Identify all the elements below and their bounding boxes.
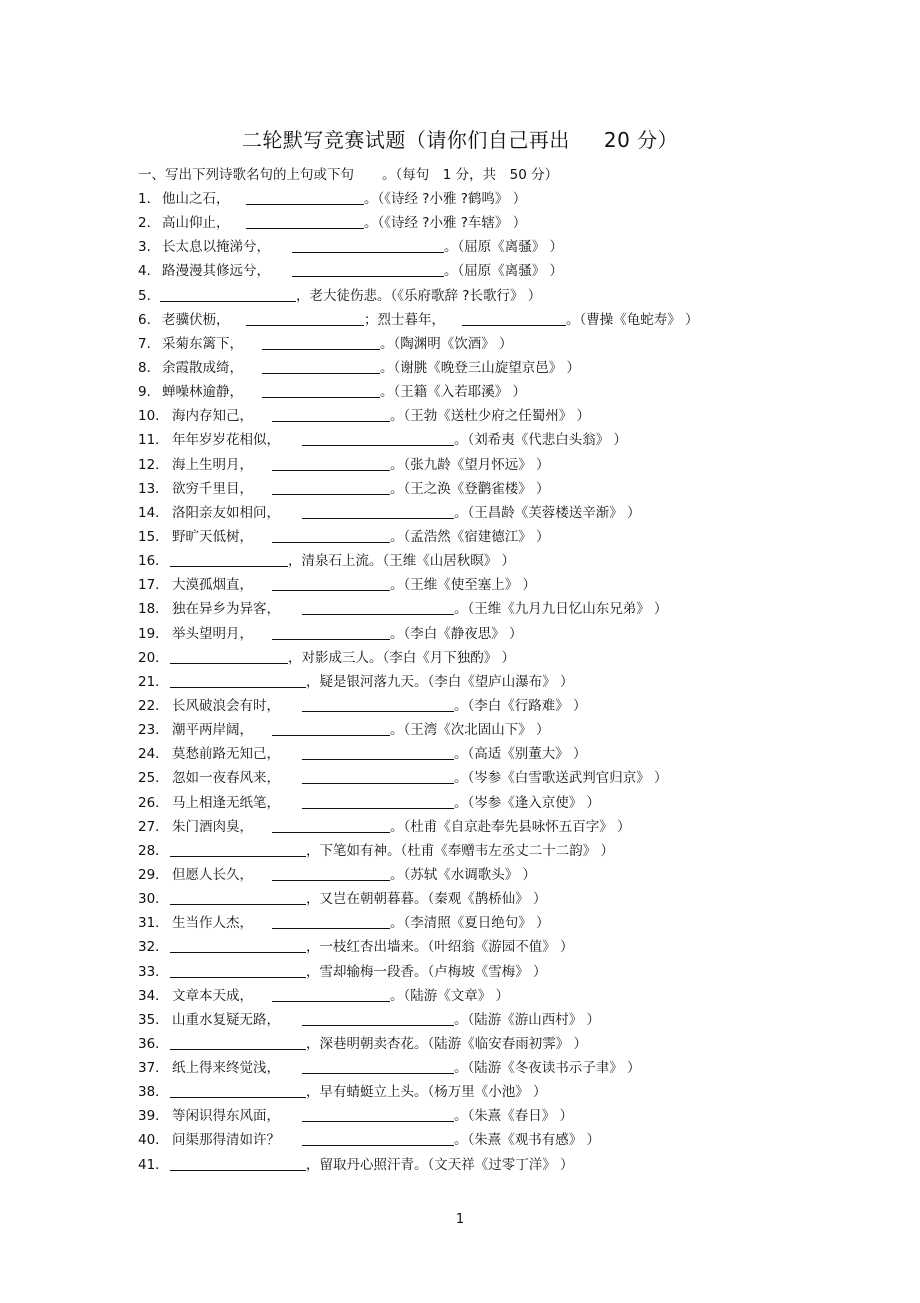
answer-blank[interactable] [170, 1082, 306, 1098]
given-line: 高山仰止， [162, 215, 230, 232]
question-row [138, 549, 898, 573]
page-title [0, 124, 920, 153]
given-line: 野旷天低树， [172, 528, 253, 545]
source-citation: 。（王勃《送杜少府之任蜀州》 ） [390, 408, 591, 425]
source-citation: 。（王昌龄《芙蓉楼送辛渐》 ） [454, 504, 641, 521]
question-row [138, 646, 898, 670]
source-citation: 。（屈原《离骚》 ） [444, 239, 564, 256]
answer-blank[interactable] [170, 1155, 306, 1171]
answer-blank[interactable] [262, 382, 380, 398]
question-number: 29． [138, 866, 169, 883]
answer-blank[interactable] [170, 672, 306, 688]
question-number: 19． [138, 625, 169, 642]
answer-blank[interactable] [302, 1130, 454, 1146]
source-citation: 。（苏轼《水调歌头》 ） [390, 866, 537, 883]
source-citation: ，清泉石上流。（王维《山居秋暝》 ） [288, 553, 516, 570]
question-row [138, 960, 898, 984]
given-line: 等闲识得东风面， [172, 1108, 280, 1125]
question-row [138, 887, 898, 911]
question-number: 39． [138, 1108, 169, 1125]
question-row [138, 1008, 898, 1032]
question-number: 17． [138, 577, 169, 594]
given-line: 采菊东篱下， [162, 335, 243, 352]
given-line: 纸上得来终觉浅， [172, 1060, 280, 1077]
source-citation: 。（《诗经 ?小雅 ?鹤鸣》 ） [364, 191, 527, 207]
question-number: 6． [138, 311, 161, 328]
question-row [138, 332, 898, 356]
question-row [138, 477, 898, 501]
question-row [138, 766, 898, 790]
question-row [138, 911, 898, 935]
question-number: 34． [138, 987, 169, 1004]
answer-blank[interactable] [246, 310, 364, 326]
answer-blank[interactable] [302, 430, 454, 446]
given-line: 年年岁岁花相似， [172, 432, 280, 449]
answer-blank[interactable] [292, 261, 444, 277]
section-note: 。（每句 1 分，共 50 分） [382, 167, 559, 183]
question-row [138, 984, 898, 1008]
title-text: 二轮默写竞赛试题（请你们自己再出 [241, 128, 570, 152]
source-citation: ，早有蜻蜓立上头。（杨万里《小池》 ） [306, 1084, 547, 1101]
answer-blank[interactable] [272, 455, 390, 471]
question-number: 24． [138, 746, 169, 763]
question-number: 23． [138, 722, 169, 739]
question-number: 18． [138, 601, 169, 618]
question-row [138, 525, 898, 549]
source-citation: 。（王维《使至塞上》 ） [390, 577, 537, 594]
source-citation: 。（李白《行路难》 ） [454, 697, 587, 714]
question-number: 30． [138, 891, 169, 908]
question-number: 7． [138, 335, 161, 352]
question-row [138, 1080, 898, 1104]
source-citation: 。（李白《静夜思》 ） [390, 625, 523, 642]
question-row [138, 1056, 898, 1080]
question-number: 5． [138, 287, 161, 304]
source-citation: 。（陆游《文章》 ） [390, 987, 510, 1004]
question-row [138, 670, 898, 694]
question-row [138, 815, 898, 839]
answer-blank[interactable] [302, 599, 454, 615]
given-line: 路漫漫其修远兮， [162, 263, 270, 280]
answer-blank[interactable] [170, 551, 288, 567]
question-row [138, 597, 898, 621]
question-row [138, 863, 898, 887]
answer-blank[interactable] [272, 817, 390, 833]
question-number: 21． [138, 673, 169, 690]
source-citation: 。（刘希夷《代悲白头翁》 ） [454, 432, 628, 449]
page-number: 1 [455, 1212, 465, 1227]
source-citation: 。（王之涣《登鹳雀楼》 ） [390, 480, 550, 497]
answer-blank[interactable] [272, 913, 390, 929]
source-citation: 。（屈原《离骚》 ） [444, 263, 564, 280]
answer-blank[interactable] [246, 213, 364, 229]
section-label: 一、写出下列诗歌名句的上句或下句 [138, 167, 354, 183]
given-line: 马上相逢无纸笔， [172, 794, 280, 811]
question-row [138, 380, 898, 404]
source-citation: 。（王维《九月九日忆山东兄弟》 ） [454, 601, 668, 618]
source-citation: 。（王湾《次北固山下》 ） [390, 722, 550, 739]
middle-text: ；烈士暮年， [364, 311, 445, 328]
question-list [138, 187, 898, 1177]
question-number: 38． [138, 1084, 169, 1101]
question-number: 36． [138, 1035, 169, 1052]
question-row [138, 235, 898, 259]
given-line: 老骥伏枥， [162, 311, 230, 328]
source-citation: 。（高适《别董大》 ） [454, 746, 587, 763]
given-line: 海内存知己， [172, 408, 253, 425]
source-citation: 。（杜甫《自京赴奉先县咏怀五百字》 ） [390, 818, 631, 835]
answer-blank[interactable] [302, 768, 454, 784]
question-number: 16． [138, 553, 169, 570]
question-row [138, 935, 898, 959]
question-number: 40． [138, 1132, 169, 1149]
question-row [138, 742, 898, 766]
given-line: 问渠那得清如许？ [172, 1132, 280, 1149]
question-number: 11． [138, 432, 169, 449]
given-line: 但愿人长久， [172, 866, 253, 883]
source-citation: 。（陆游《游山西村》 ） [454, 1011, 601, 1028]
answer-blank[interactable] [302, 1106, 454, 1122]
answer-blank[interactable] [272, 865, 390, 881]
answer-blank[interactable] [302, 1058, 454, 1074]
question-number: 4． [138, 263, 161, 280]
source-citation: 。（陶渊明《饮酒》 ） [380, 335, 513, 352]
given-line: 长太息以掩涕兮， [162, 239, 270, 256]
source-citation: 。（岑参《白雪歌送武判官归京》 ） [454, 770, 668, 787]
question-number: 13． [138, 480, 169, 497]
question-number: 26． [138, 794, 169, 811]
question-row [138, 1153, 898, 1177]
question-number: 2． [138, 215, 161, 232]
given-line: 生当作人杰， [172, 915, 253, 932]
given-line: 山重水复疑无路， [172, 1011, 280, 1028]
question-row [138, 404, 898, 428]
given-line: 蝉噪林逾静， [162, 384, 243, 401]
question-row [138, 622, 898, 646]
answer-blank[interactable] [302, 503, 454, 519]
question-number: 1． [138, 191, 161, 207]
answer-blank[interactable] [170, 648, 288, 664]
answer-blank[interactable] [272, 575, 390, 591]
question-row [138, 453, 898, 477]
source-citation: ，对影成三人。（李白《月下独酌》 ） [288, 649, 516, 666]
question-row [138, 211, 898, 235]
question-row [138, 1104, 898, 1128]
source-citation: 。（朱熹《春日》 ） [454, 1108, 574, 1125]
question-number: 35． [138, 1011, 169, 1028]
source-citation: 。（朱熹《观书有感》 ） [454, 1132, 601, 1149]
answer-blank[interactable] [170, 962, 306, 978]
answer-blank[interactable] [170, 937, 306, 953]
given-line: 莫愁前路无知己， [172, 746, 280, 763]
question-number: 3． [138, 239, 161, 256]
given-line: 文章本天成， [172, 987, 253, 1004]
question-number: 31． [138, 915, 169, 932]
question-row [138, 839, 898, 863]
answer-blank[interactable] [170, 889, 306, 905]
given-line: 洛阳亲友如相问， [172, 504, 280, 521]
question-number: 28． [138, 842, 169, 859]
question-row [138, 791, 898, 815]
question-row [138, 284, 898, 308]
answer-blank[interactable] [246, 189, 364, 205]
question-number: 20． [138, 649, 169, 666]
answer-blank[interactable] [170, 841, 306, 857]
given-line: 朱门酒肉臭， [172, 818, 253, 835]
question-row [138, 573, 898, 597]
answer-blank[interactable] [272, 720, 390, 736]
question-row [138, 1128, 898, 1152]
answer-blank[interactable] [302, 696, 454, 712]
given-line: 举头望明月， [172, 625, 253, 642]
question-row [138, 259, 898, 283]
question-row [138, 718, 898, 742]
answer-blank[interactable] [302, 793, 454, 809]
given-line: 余霞散成绮， [162, 359, 243, 376]
answer-blank[interactable] [302, 1010, 454, 1026]
question-number: 22． [138, 697, 169, 714]
given-line: 海上生明月， [172, 456, 253, 473]
source-citation: 。（张九龄《望月怀远》 ） [390, 456, 550, 473]
question-row [138, 501, 898, 525]
given-line: 欲穷千里目， [172, 480, 253, 497]
question-number: 12． [138, 456, 169, 473]
source-citation: 。（王籍《入若耶溪》 ） [380, 384, 527, 401]
source-citation: ，疑是银河落九天。（李白《望庐山瀑布》 ） [306, 673, 574, 690]
question-number: 32． [138, 939, 169, 956]
source-citation: ，又岂在朝朝暮暮。（秦观《鹊桥仙》 ） [306, 891, 547, 908]
question-row [138, 187, 898, 211]
question-number: 15． [138, 528, 169, 545]
question-number: 14． [138, 504, 169, 521]
question-row [138, 356, 898, 380]
answer-blank[interactable] [262, 358, 380, 374]
source-citation: 。（岑参《逢入京使》 ） [454, 794, 601, 811]
question-number: 8． [138, 359, 161, 376]
title-score: 20 分） [603, 128, 679, 152]
source-citation: 。（《诗经 ?小雅 ?车辖》 ） [364, 215, 527, 232]
given-line: 忽如一夜春风来， [172, 770, 280, 787]
given-line: 他山之石， [162, 191, 230, 207]
given-line: 长风破浪会有时， [172, 697, 280, 714]
source-citation: ，深巷明朝卖杏花。（陆游《临安春雨初霁》 ） [306, 1035, 588, 1052]
answer-blank[interactable] [262, 334, 380, 350]
question-number: 10． [138, 408, 169, 425]
question-row [138, 308, 898, 332]
question-number: 25． [138, 770, 169, 787]
answer-blank[interactable] [272, 986, 390, 1002]
answer-blank[interactable] [272, 479, 390, 495]
answer-blank[interactable] [272, 624, 390, 640]
question-row [138, 428, 898, 452]
answer-blank[interactable] [272, 527, 390, 543]
given-line: 独在异乡为异客， [172, 601, 280, 618]
source-citation: 。（曹操《龟蛇寿》 ） [566, 311, 699, 328]
source-citation: 。（陆游《冬夜读书示子聿》 ） [454, 1060, 641, 1077]
question-number: 37． [138, 1060, 169, 1077]
answer-blank[interactable] [462, 310, 566, 326]
source-citation: 。（李清照《夏日绝句》 ） [390, 915, 550, 932]
question-number: 27． [138, 818, 169, 835]
source-citation: 。（谢朓《晚登三山旋望京邑》 ） [380, 359, 581, 376]
source-citation: ，一枝红杏出墙来。（叶绍翁《游园不值》 ） [306, 939, 574, 956]
section-heading [138, 163, 558, 183]
question-number: 33． [138, 963, 169, 980]
answer-blank[interactable] [302, 744, 454, 760]
source-citation: 。（孟浩然《宿建德江》 ） [390, 528, 550, 545]
answer-blank[interactable] [160, 286, 296, 302]
source-citation: ，老大徒伤悲。（《乐府歌辞 ?长歌行》 ） [296, 287, 542, 304]
source-citation: ，雪却输梅一段香。（卢梅坡《雪梅》 ） [306, 963, 547, 980]
answer-blank[interactable] [272, 406, 390, 422]
answer-blank[interactable] [170, 1034, 306, 1050]
question-row [138, 1032, 898, 1056]
answer-blank[interactable] [292, 237, 444, 253]
question-number: 9． [138, 384, 161, 401]
source-citation: ，下笔如有神。（杜甫《奉赠韦左丞丈二十二韵》 ） [306, 842, 615, 859]
given-line: 潮平两岸阔， [172, 722, 253, 739]
source-citation: ，留取丹心照汗青。（文天祥《过零丁洋》 ） [306, 1156, 574, 1173]
given-line: 大漠孤烟直， [172, 577, 253, 594]
question-row [138, 694, 898, 718]
question-number: 41． [138, 1156, 169, 1173]
